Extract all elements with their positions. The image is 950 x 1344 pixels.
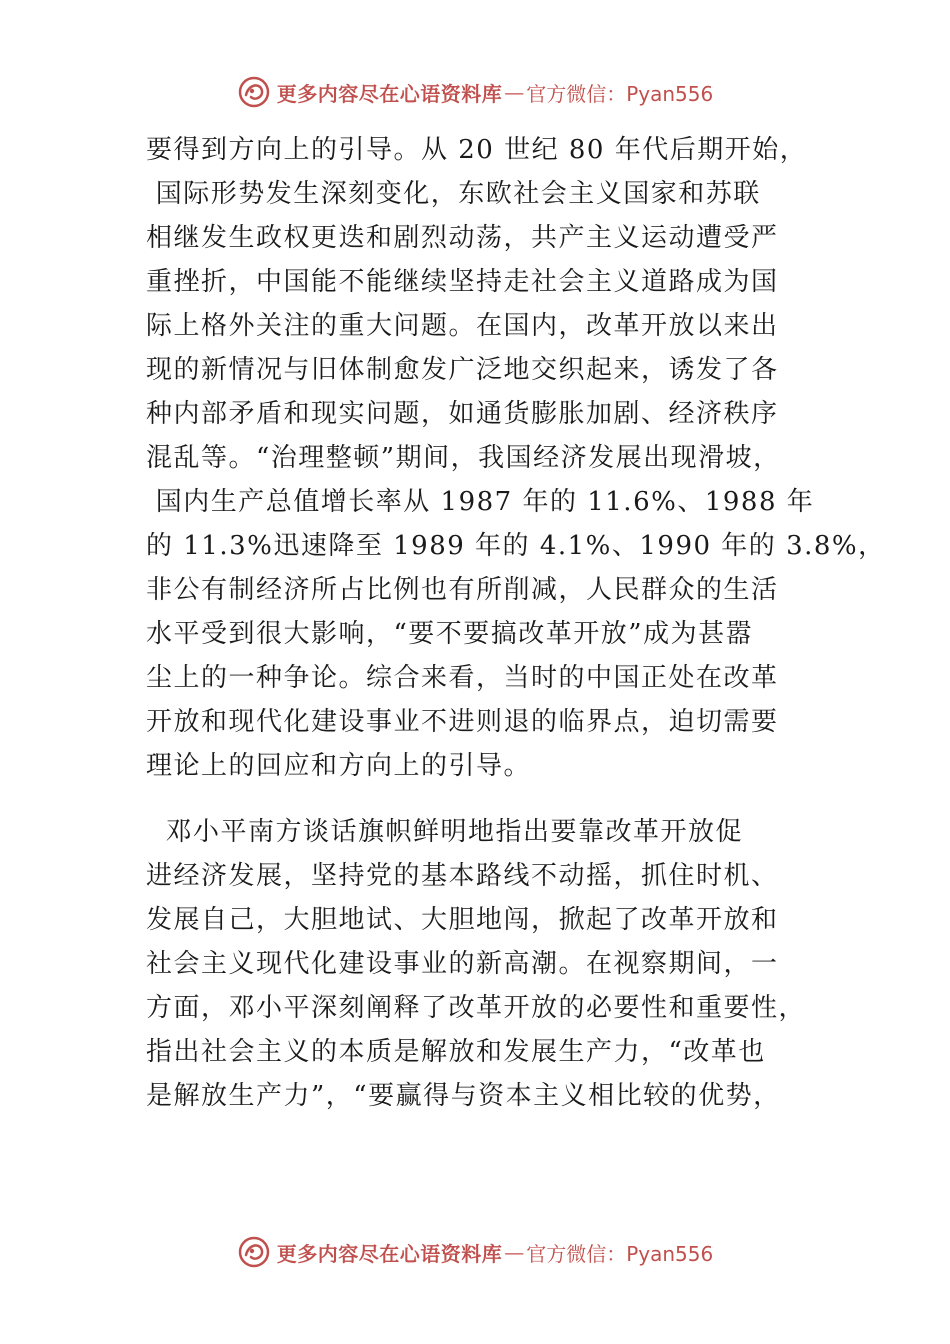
- text-line: 混乱等。“治理整顿”期间，我国经济发展出现滑坡，: [146, 443, 781, 473]
- footer-banner: [0, 1232, 950, 1272]
- red-swirl-logo-icon: [237, 1235, 271, 1269]
- text-line: 国际形势发生深刻变化，东欧社会主义国家和苏联: [146, 179, 761, 209]
- paragraph-1: [146, 128, 886, 788]
- red-swirl-logo-icon: [237, 75, 271, 109]
- paragraph-spacer: [146, 788, 811, 810]
- footer-banner-separator: —: [504, 1240, 525, 1264]
- text-line: 相继发生政权更迭和剧烈动荡，共产主义运动遭受严: [146, 223, 779, 253]
- text-line: 非公有制经济所占比例也有所削减，人民群众的生活: [146, 575, 779, 605]
- footer-banner-text: 更多内容尽在心语资料库: [276, 1241, 503, 1266]
- paragraph-2: [146, 810, 811, 1118]
- header-banner: [0, 72, 950, 112]
- text-line: 现的新情况与旧体制愈发广泛地交织起来，诱发了各: [146, 355, 779, 385]
- text-line: 社会主义现代化建设事业的新高潮。在视察期间，一: [146, 949, 779, 979]
- header-banner-separator: —: [504, 80, 525, 104]
- text-line: 邓小平南方谈话旗帜鲜明地指出要靠改革开放促: [146, 817, 744, 847]
- text-line: 开放和现代化建设事业不进则退的临界点，迫切需要: [146, 707, 779, 737]
- text-line: 国内生产总值增长率从 1987 年的 11.6%、1988 年: [146, 487, 815, 517]
- text-line: 理论上的回应和方向上的引导。: [146, 751, 532, 781]
- text-line: 水平受到很大影响，“要不要搞改革开放”成为甚嚣: [146, 619, 754, 649]
- text-line: 要得到方向上的引导。从 20 世纪 80 年代后期开始，: [146, 135, 808, 165]
- text-line: 发展自己，大胆地试、大胆地闯，掀起了改革开放和: [146, 905, 779, 935]
- text-line: 重挫折，中国能不能继续坚持走社会主义道路成为国: [146, 267, 779, 297]
- document-body: [146, 128, 886, 1118]
- text-line: 种内部矛盾和现实问题，如通货膨胀加剧、经济秩序: [146, 399, 779, 429]
- header-banner-text: 更多内容尽在心语资料库: [276, 81, 503, 106]
- text-line: 际上格外关注的重大问题。在国内，改革开放以来出: [146, 311, 779, 341]
- text-line: 的 11.3%迅速降至 1989 年的 4.1%、1990 年的 3.8%，: [146, 531, 886, 561]
- text-line: 方面，邓小平深刻阐释了改革开放的必要性和重要性，: [146, 993, 807, 1023]
- text-line: 是解放生产力”，“要赢得与资本主义相比较的优势，: [146, 1081, 781, 1111]
- header-wechat-id: 官方微信：Pyan556: [526, 81, 714, 106]
- footer-wechat-id: 官方微信：Pyan556: [526, 1241, 714, 1266]
- text-line: 进经济发展，坚持党的基本路线不动摇，抓住时机、: [146, 861, 779, 891]
- text-line: 指出社会主义的本质是解放和发展生产力，“改革也: [146, 1037, 766, 1067]
- text-line: 尘上的一种争论。综合来看，当时的中国正处在改革: [146, 663, 779, 693]
